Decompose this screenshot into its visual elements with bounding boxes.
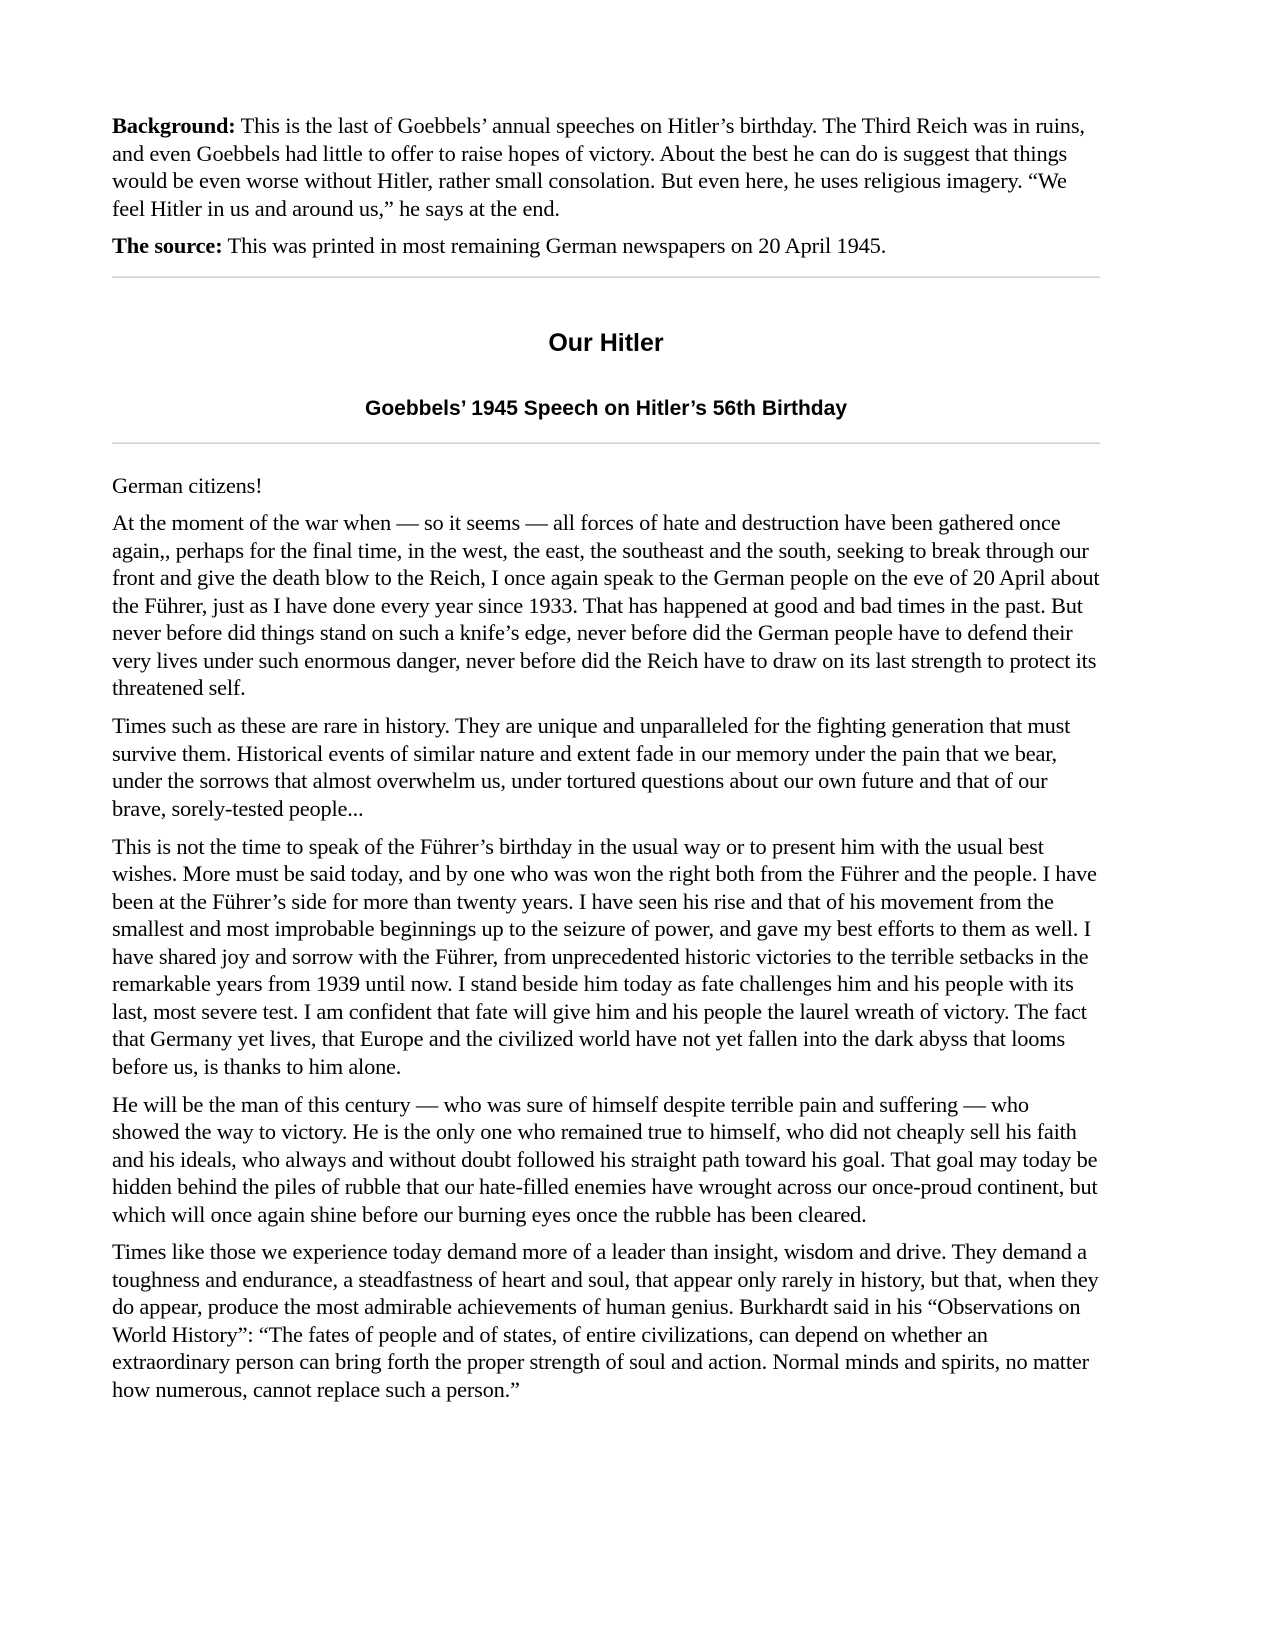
background-label: Background:: [112, 113, 236, 138]
speech-paragraph: At the moment of the war when — so it seems — all forces of hate and destruction have been gathered once again,, perhaps for the final time, in the west, the east, the southeast and the south, seeking to break through our front and give the death blow to the Reich, I once again speak to the German people on the eve of 20 April about the Führer, just as I have done every year since 1933. That has happened at good and bad times in the past. But never before did things stand on such a knife’s edge, never before did the German people have to defend their very lives under such enormous danger, never before did the Reich have to draw on its last strength to protect its threatened self.: [112, 510, 1100, 701]
document-page: [112, 112, 1100, 1414]
speech-paragraph: This is not the time to speak of the Führer’s birthday in the usual way or to present him with the usual best wishes. More must be said today, and by one who was won the right both from the Führer and the people. I have been at the Führer’s side for more than twenty years. I have seen his rise and that of his movement from the smallest and most improbable beginnings up to the seizure of power, and gave my best efforts to them as well. I have shared joy and sorrow with the Führer, from unprecedented historic victories to the terrible setbacks in the remarkable years from 1939 until now. I stand beside him today as fate challenges him and his people with its last, most severe test. I am confident that fate will give him and his people the laurel wreath of victory. The fact that Germany yet lives, that Europe and the civilized world have not yet fallen into the dark abyss that looms before us, is thanks to him alone.: [112, 833, 1097, 1079]
speech-body: [112, 472, 1100, 1404]
speech-paragraph: He will be the man of this century — who was sure of himself despite terrible pain and suffering — who showed the way to victory. He is the only one who remained true to himself, who did not cheaply sell his faith and his ideals, who always and without doubt followed his straight path toward his goal. That goal may today be hidden behind the piles of rubble that our hate-filled enemies have wrought across our once-proud continent, but which will once again shine before our burning eyes once the rubble has been cleared.: [112, 1091, 1098, 1227]
intro-section: [112, 112, 1100, 260]
source-paragraph: [112, 232, 1100, 260]
speech-paragraph: Times like those we experience today demand more of a leader than insight, wisdom and drive. They demand a toughness and endurance, a steadfastness of heart and soul, that appear only rarely in history, but that, when they do appear, produce the most admirable achievements of human genius. Burkhardt said in his “Observations on World History”: “The fates of people and of states, of entire civilizations, can depend on whether an extraordinary person can bring forth the proper strength of soul and action. Normal minds and spirits, no matter how numerous, cannot replace such a person.”: [112, 1239, 1099, 1402]
horizontal-rule: [112, 442, 1100, 444]
background-text: This is the last of Goebbels’ annual speeches on Hitler’s birthday. The Third Reich was in ruins, and even Goebbels had little to offer to raise hopes of victory. About the best he can do is suggest that things would be even worse without Hitler, rather small consolation. But even here, he uses religious imagery. “We feel Hitler in us and around us,” he says at the end.: [112, 113, 1085, 221]
background-paragraph: [112, 112, 1100, 222]
page-title: Our Hitler: [548, 328, 664, 357]
source-text: This was printed in most remaining German newspapers on 20 April 1945.: [222, 233, 887, 258]
source-label: The source:: [112, 233, 223, 258]
speech-paragraph: Times such as these are rare in history. They are unique and unparalleled for the fighting generation that must survive them. Historical events of similar nature and extent fade in our memory under the pain that we bear, under the sorrows that almost overwhelm us, under tortured questions about our own future and that of our brave, sorely-tested people...: [112, 713, 1071, 821]
horizontal-rule: [112, 276, 1100, 278]
speech-paragraph: German citizens!: [112, 472, 263, 498]
page-subtitle: Goebbels’ 1945 Speech on Hitler’s 56th Birthday: [365, 396, 847, 420]
